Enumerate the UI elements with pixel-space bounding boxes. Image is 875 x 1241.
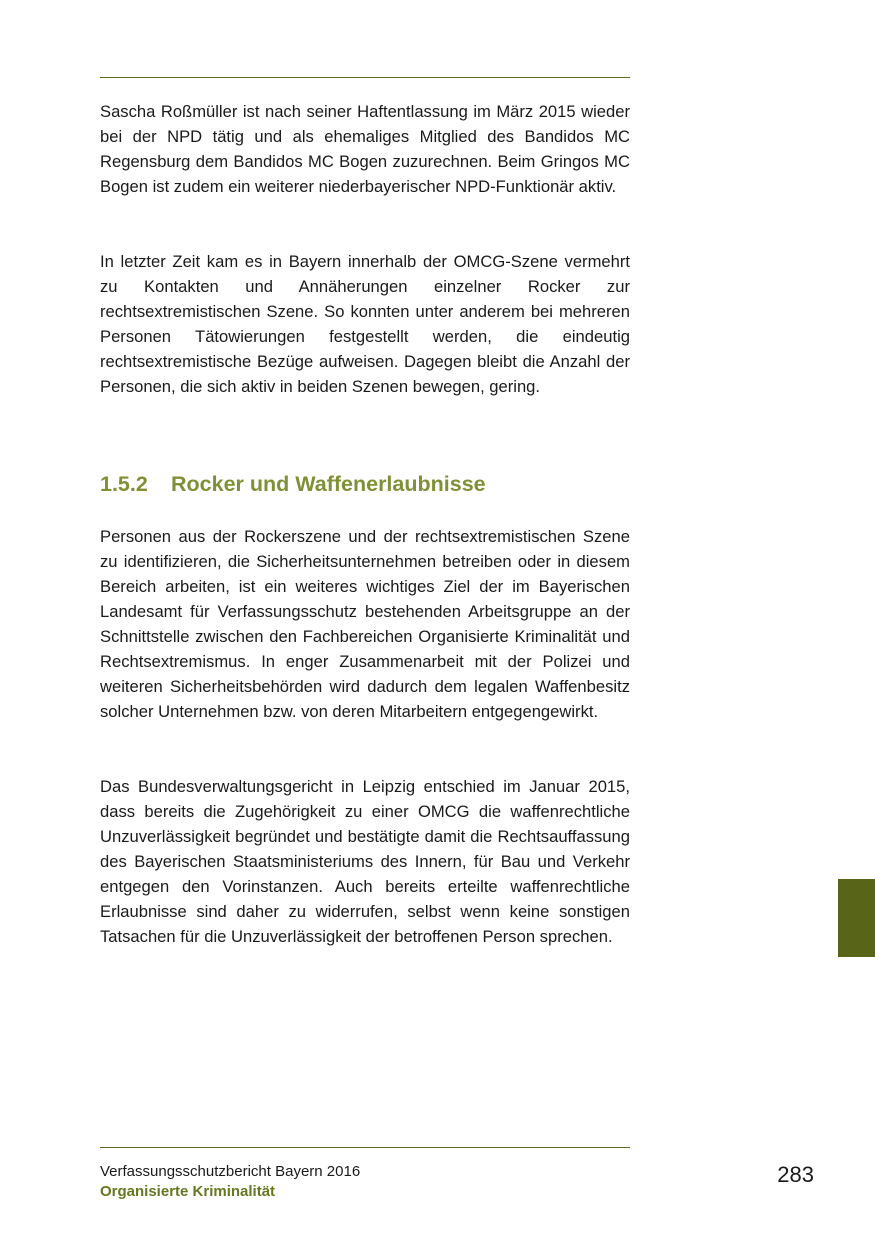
paragraph-court-ruling: Das Bundesverwaltungsgericht in Leipzig entschied im Januar 2015, dass bereits die Zugehörigkeit zu einer OMCG die waffenrechtliche Unzuverlässigkeit begründet und bestätigte damit die Rechtsauffassung des Bayerischen Staatsministeriums des Innern, für Bau und Verkehr entgegen den Vorinstanzen. Auch bereits erteilte waffenrechtliche Erlaubnisse sind daher zu widerrufen, selbst wenn keine sonstigen Tatsachen für die Unzuverlässigkeit der betroffenen Person sprechen.	[100, 777, 630, 946]
paragraph-rossmueller: Sascha Roßmüller ist nach seiner Haftentlassung im März 2015 wieder bei der NPD tätig und als ehemaliges Mitglied des Bandidos MC Regensburg dem Bandidos MC Bogen zuzurechnen. Beim Gringos MC Bogen ist zudem ein weiterer niederbayerischer NPD-Funktionär aktiv.	[100, 102, 630, 196]
chapter-tab-marker	[838, 879, 875, 957]
footer-rule	[100, 1147, 630, 1148]
paragraph-security-companies: Personen aus der Rockerszene und der rechtsextremistischen Szene zu identifizieren, die Sicherheitsunternehmen betreiben oder in diesem Bereich arbeiten, ist ein weiteres wichtiges Ziel der im Bayerischen Landesamt für Verfassungsschutz bestehenden Arbeitsgruppe an der Schnittstelle zwischen den Fachbereichen Organisierte Kriminalität und Rechtsextremismus. In enger Zusammenarbeit mit der Polizei und weiteren Sicherheitsbehörden wird dadurch dem legalen Waffenbesitz solcher Unternehmen bzw. von deren Mitarbeitern entgegengewirkt.	[100, 527, 630, 721]
header-rule	[100, 77, 630, 78]
footer-report-title: Verfassungsschutzbericht Bayern 2016	[100, 1163, 361, 1180]
section-heading	[100, 469, 486, 499]
section-number: 1.5.2	[100, 472, 148, 496]
section-title: Rocker und Waffenerlaubnisse	[171, 472, 486, 496]
footer-chapter-title: Organisierte Kriminalität	[100, 1183, 276, 1200]
page-number: 283	[777, 1162, 814, 1187]
paragraph-omcg-contacts: In letzter Zeit kam es in Bayern innerhalb der OMCG-Szene vermehrt zu Kontakten und Annäherungen einzelner Rocker zur rechtsextremistischen Szene. So konnten unter anderem bei mehreren Personen Tätowierungen festgestellt werden, die eindeutig rechtsextremistische Bezüge aufweisen. Dagegen bleibt die Anzahl der Personen, die sich aktiv in beiden Szenen bewegen, gering.	[100, 252, 630, 396]
